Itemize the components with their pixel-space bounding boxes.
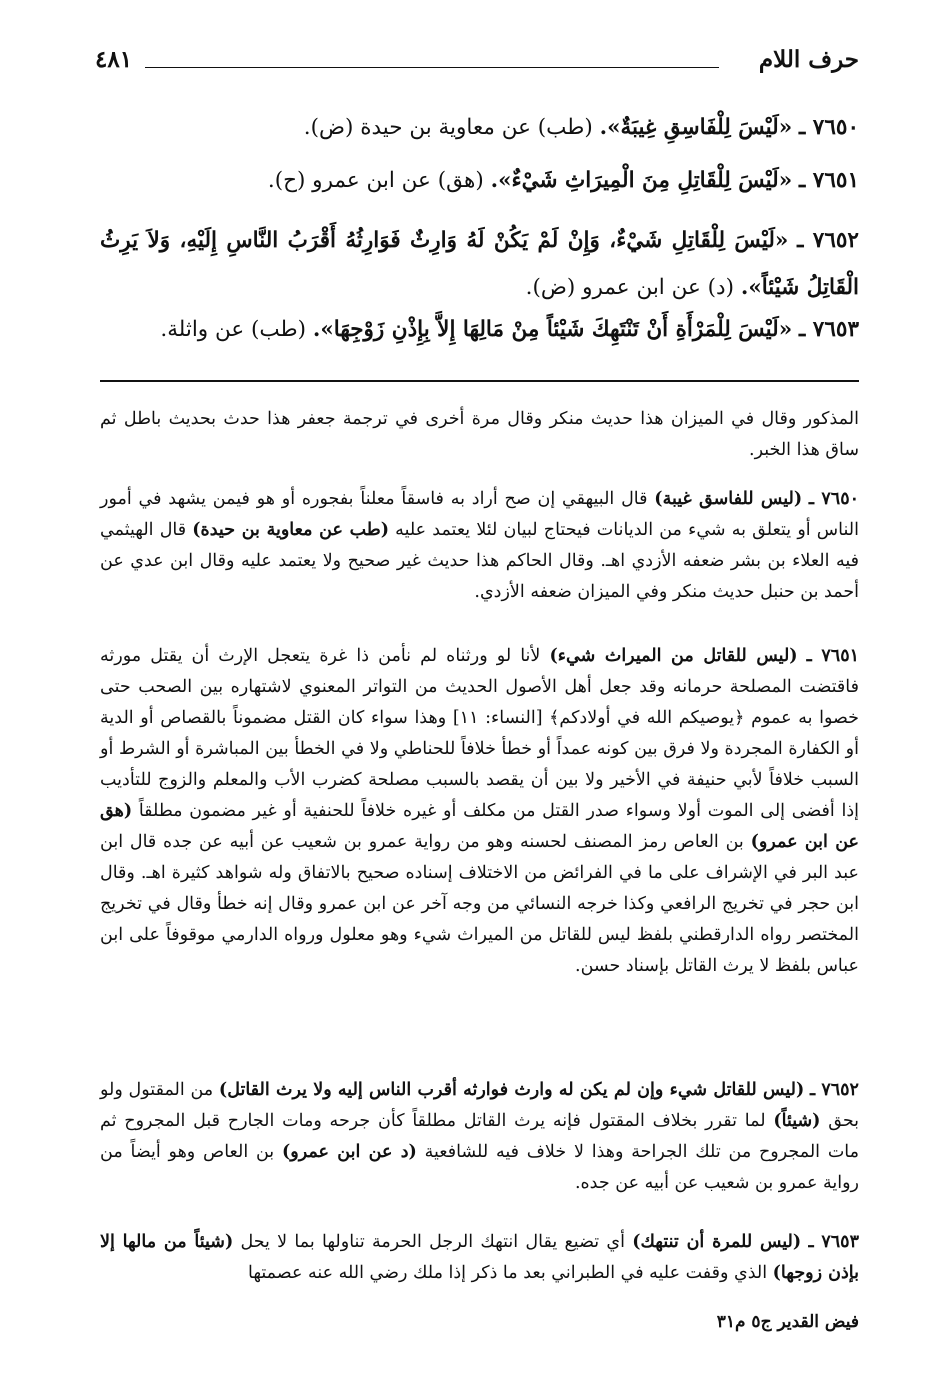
hadith-number: ٧٦٥٠ ـ	[799, 115, 859, 140]
hadith-text: «لَيْسَ لِلْقَاتِلِ شَيْءٌ، وَإِنْ لَمْ يَكُنْ لَهُ وَارِثٌ فَوَارِثُهُ أَقْرَبُ النَّاسِ إِلَيْهِ، وَلاَ يَرِثُ الْقَاتِلُ شَيْئاً».	[100, 228, 859, 300]
commentary-text: لأنا لو ورثناه لم نأمن ذا غرة يتعجل الإرث أن يقتل مورثه فاقتضت المصلحة حرمانه وقد جعل أهل الأصول الحديث من التواتر المعنوي لاشتهاره بين الصحب حتى خصوا به عموم ﴿يوصيكم الله في أولادكم﴾ [النساء: ١١] وهذا سواء كان القتل مضموناً بالقصاص أو الدية أو الكفارة المجردة ولا فرق بين كونه عمداً أو خطأ خلافاً للحناطي ولا في الخطأ بين المباشرة أو الشرط أو السبب خلافاً لأبي حنيفة في الأخير ولا بين أن يقصد بالسبب مصلحة كضرب الأب والمعلم والزوج للتأديب إذا أفضى إلى الموت أولا وسواء صدر القتل من مكلف أو غيره خلافاً للحنفية أو غير مضمون مطلقاً	[100, 646, 860, 821]
commentary-text: أي تضيع يقال انتهك الرجل الحرمة تناولها بما لا يحل	[233, 1232, 633, 1252]
commentary-bold: (شيئاً)	[773, 1111, 821, 1131]
commentary-7652	[100, 1075, 859, 1199]
hadith-source: (طب) عن واثلة.	[160, 317, 313, 342]
commentary-number: ٧٦٥١ ـ	[806, 646, 859, 666]
hadith-number: ٧٦٥٣ ـ	[799, 317, 859, 342]
footnote-divider	[100, 380, 859, 382]
hadith-7652	[100, 217, 859, 311]
hadith-number: ٧٦٥٢ ـ	[797, 228, 859, 253]
hadith-text: «لَيْسَ لِلْقَاتِلِ مِنَ الْمِيرَاثِ شَيْءٌ».	[490, 168, 793, 193]
hadith-text: «لَيْسَ لِلْفَاسِقِ غِيبَةٌ».	[599, 115, 793, 140]
commentary-source: (طب عن معاوية بن حيدة)	[192, 520, 390, 540]
commentary-text: قال الهيثمي فيه العلاء بن بشر ضعفه الأزدي اهـ. وقال الحاكم هذا حديث غير صحيح ولا يعتمد عليه وقال ابن عدي عن أحمد بن حنبل حديث منكر وفي الميزان ضعفه الأزدي.	[100, 520, 859, 602]
commentary-7650	[100, 484, 859, 608]
chapter-title: حرف اللام	[758, 46, 859, 73]
page-signature: فيض القدير ج٥ م٣١	[716, 1312, 859, 1332]
commentary-intro: المذكور وقال في الميزان هذا حديث منكر وقال مرة أخرى في ترجمة جعفر هذا حدث بحديث باطل ثم ساق هذا الخبر.	[100, 409, 859, 460]
hadith-text: «لَيْسَ لِلْمَرْأَةِ أَنْ تَنْتَهِكَ شَيْئاً مِنْ مَالِهَا إِلاَّ بِإِذْنِ زَوْجِهَا».	[312, 317, 793, 342]
commentary-text: من المقتول ولو بحق	[100, 1080, 860, 1131]
commentary-7651	[100, 641, 859, 982]
header-rule	[145, 67, 719, 68]
hadith-source: (طب) عن معاوية بن حيدة (ض).	[303, 115, 600, 140]
commentary-text: الذي وقفت عليه في الطبراني بعد ما ذكر إذا ملك رضي الله عنه عصمتها	[247, 1263, 773, 1283]
commentary-source: (هق عن ابن عمرو)	[100, 801, 859, 852]
hadith-source: (د) عن ابن عمرو (ض).	[525, 275, 741, 300]
hadith-source: (هق) عن ابن عمرو (ح).	[267, 168, 491, 193]
commentary-source: (د عن ابن عمرو)	[281, 1142, 417, 1162]
commentary-text: قال البيهقي إن صح أراد به فاسقاً معلناً بفجوره أو هو فيمن يشهد في أمور الناس أو يتعلق به شيء من الديانات فيحتاج لبيان لئلا يعتمد عليه	[100, 489, 859, 540]
page-header	[95, 40, 859, 80]
page-number: ٤٨١	[95, 46, 133, 73]
commentary-heading: (ليس للمرة أن تنتهك)	[632, 1232, 802, 1252]
commentary-heading: (ليس للقاتل شيء وإن لم يكن له وارث فوارثه أقرب الناس إليه ولا يرث القاتل)	[218, 1080, 805, 1100]
commentary-number: ٧٦٥٣ ـ	[808, 1232, 859, 1252]
commentary-text: بن العاص وهو أيضاً من رواية عمرو بن شعيب عن أبيه عن جده.	[100, 1142, 859, 1193]
commentary-text: بن العاص رمز المصنف لحسنه وهو من رواية عمرو بن شعيب عن أبيه عن جده قال ابن عبد البر في الإشراف على ما في الفرائض من الاختلاف إسناده صحيح بالاتفاق وله شواهد كثيرة اهـ. وقال ابن حجر في تخريج الرافعي وكذا خرجه النسائي من وجه آخر عن ابن عمرو وقال إنه خطأ وقال في تخريج المختصر رواه الدارقطني بلفظ ليس للقاتل من الميراث شيء وهو معلول ورواه الدارمي موقوفاً على ابن عباس بلفظ لا يرث القاتل بإسناد حسن.	[100, 832, 859, 976]
commentary-7653	[100, 1227, 859, 1289]
hadith-7653	[100, 315, 859, 345]
commentary-bold: (شيئاً من مالها إلا بإذن زوجها)	[100, 1232, 859, 1283]
commentary-heading: (ليس للقاتل من الميراث شيء)	[549, 646, 798, 666]
commentary-number: ٧٦٥٠ ـ	[808, 489, 859, 509]
commentary-text: لما تقرر بخلاف المقتول فإنه يرث القاتل مطلقاً كأن جرحه ومات الجارح قبل المجروح ثم مات المجروح من تلك الجراحة وهذا لا خلاف فيه للشافعية	[100, 1111, 859, 1162]
hadith-7651	[100, 166, 859, 196]
hadith-7650	[100, 113, 859, 143]
commentary-number: ٧٦٥٢ ـ	[809, 1080, 859, 1100]
hadith-number: ٧٦٥١ ـ	[799, 168, 859, 193]
commentary-heading: (ليس للفاسق غيبة)	[654, 489, 803, 509]
